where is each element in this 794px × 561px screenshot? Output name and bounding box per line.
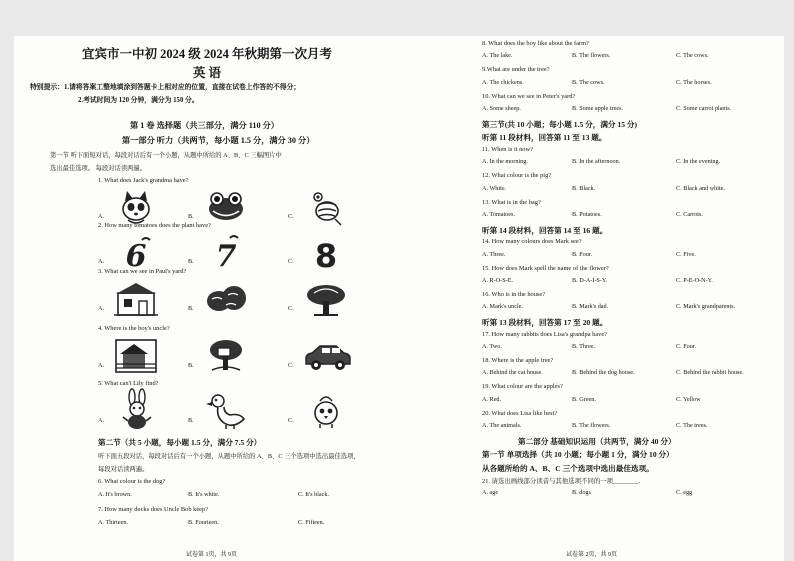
option-letter: A. [98, 305, 105, 312]
answer-option: A. Tomatoes. [482, 210, 515, 218]
option-letter: A. [98, 213, 105, 220]
exam-page-left [14, 36, 400, 561]
section-heading: 从各题所给的 A、B、C 三个选项中选出最佳选项。 [482, 463, 654, 473]
answer-option: B. Fourteen. [188, 519, 219, 526]
answer-option: C. Carrots. [676, 210, 703, 218]
fish-picture-icon [304, 189, 348, 225]
frog-picture-icon [204, 189, 248, 225]
answer-option: B. The flowers. [572, 52, 611, 60]
answer-option: A. Some sheep. [482, 104, 521, 112]
question-text: 12. What colour is the pig? [482, 172, 552, 180]
section-heading: 听第 13 段材料，回答第 17 至 20 题。 [482, 318, 608, 328]
answer-option: C. Behind the rabbit house. [676, 369, 744, 377]
answer-option: A. In the morning. [482, 158, 528, 166]
answer-option: C. The horses. [676, 78, 712, 86]
section-heading: 第三节(共 10 小题；每小题 1.5 分，满分 15 分) [482, 119, 638, 129]
answer-option: B. Black. [572, 184, 596, 192]
answer-option: B. dogs [572, 488, 591, 496]
answer-option: B. Three. [572, 343, 596, 350]
bush-picture-icon [204, 281, 248, 317]
chick-picture-icon [304, 393, 348, 429]
option-letter: C. [288, 362, 294, 369]
option-letter: C. [288, 417, 294, 424]
answer-option: A. Red. [482, 395, 502, 403]
answer-option: B. The cows. [572, 78, 605, 86]
answer-option: C. Yellow [676, 395, 701, 403]
page-title: 宜宾市一中初 2024 级 2024 年秋期第一次月考 [81, 47, 332, 61]
answer-option: A. age [482, 488, 499, 496]
answer-option: C. Four. [676, 343, 697, 350]
question-text: 18. Where is the apple tree? [482, 357, 554, 364]
question-text: 5. What can't Lily find? [98, 380, 159, 387]
special-notice-line: 特别提示：1.请将答案工整地填涂到答题卡上相对应的位置，直接在试卷上作答的不得分； [30, 84, 301, 91]
section-instructions: 每段对话读两遍。 [98, 466, 149, 473]
answer-option: C. Mark's grandparents. [676, 303, 736, 311]
answer-option: C. It's black. [298, 491, 330, 498]
section-heading: 第二节（共 5 小题，每小题 1.5 分，满分 7.5 分） [98, 438, 262, 447]
exam-page-right [398, 36, 784, 561]
number-eight-picture-icon [304, 234, 348, 275]
question-text: 7. How many ducks does Uncle Bob keep? [98, 506, 209, 513]
answer-option: C. Black and white. [676, 184, 725, 192]
option-letter: C. [288, 305, 294, 312]
number-seven-picture-icon [204, 234, 248, 274]
answer-option: B. In the afternoon. [572, 158, 621, 166]
page-footer: 试卷第 1页，共 9页 [186, 552, 238, 558]
svg-text:7: 7 [215, 239, 237, 274]
house-picture-icon [114, 281, 158, 317]
answer-option: A. Two. [482, 343, 502, 350]
answer-option: C. The trees. [676, 421, 708, 429]
rabbit-picture-icon [114, 393, 158, 429]
answer-option: A. Thirteen. [98, 519, 128, 526]
answer-option: B. Potatoes. [572, 210, 602, 218]
answer-option: A. Three. [482, 250, 506, 258]
number-six-picture-icon [114, 234, 158, 274]
question-text: 10. What can we see in Peter's yard? [482, 92, 576, 100]
answer-option: C. In the evening. [676, 158, 721, 166]
answer-option: C. Fifteen. [298, 519, 325, 526]
section-heading: 听第 14 段材料，回答第 14 至 16 题。 [482, 225, 608, 235]
question-text: 16. Who is in the house? [482, 290, 546, 298]
answer-option: B. Green. [572, 395, 596, 403]
answer-option: B. D-A-I-S-Y. [572, 276, 608, 284]
answer-option: A. White. [482, 184, 507, 192]
car-picture-icon [304, 338, 348, 374]
question-text: 11. When is it now? [482, 145, 533, 153]
question-text: 2. How many tomatoes does the plant have? [98, 222, 211, 229]
section-heading: 听第 11 段材料，回答第 11 至 13 题。 [482, 133, 607, 143]
question-text: 20. What does Lisa like best? [482, 409, 558, 417]
option-letter: B. [188, 258, 194, 265]
cat-picture-icon [114, 189, 158, 225]
page-footer: 试卷第 2页，共 9页 [566, 552, 618, 558]
tree-house-picture-icon [204, 338, 248, 374]
question-text: 1. What does Jack's grandma have? [98, 177, 189, 184]
option-letter: A. [98, 417, 105, 424]
answer-option: A. It's brown. [98, 491, 132, 498]
question-text: 4. Where is the boy's uncle? [98, 325, 170, 332]
question-text: 17. How many rabbits does Lisa's grandpa have? [482, 330, 608, 338]
answer-option: C. Five. [676, 250, 696, 258]
section-instructions: 第一节 听下面短对话，每段对话后有一个小题，从题中所给的 A、B、C 三幅图片中 [50, 152, 282, 159]
option-letter: A. [98, 362, 105, 369]
option-letter: B. [188, 417, 194, 424]
answer-option: A. The lake. [482, 52, 513, 60]
answer-option: B. Behind the dog house. [572, 369, 635, 377]
section-instructions: 选出最佳选项。 每段对话读两遍。 [50, 165, 147, 172]
question-text: 6. What colour is the dog? [98, 478, 166, 485]
option-letter: C. [288, 213, 294, 220]
volume-heading: 第 1 卷 选择题（共三部分，满分 110 分） [130, 121, 279, 130]
section-instructions: 听下面五段对话，每段对话后有一个小题，从题中所给的 A、B、C 三个选项中选出最佳选项， [98, 453, 360, 460]
special-notice-line: 2.考试时间为 120 分钟，满分为 150 分。 [78, 97, 199, 104]
subject-title: 英 语 [192, 66, 222, 80]
answer-option: B. Some apple trees. [572, 104, 624, 112]
option-letter: B. [188, 305, 194, 312]
question-text: 15. How does Mark spell the name of the flower? [482, 264, 609, 272]
answer-option: A. Mark's uncle. [482, 303, 523, 311]
option-letter: A. [98, 258, 105, 265]
answer-option: B. The flowers. [572, 421, 611, 429]
question-text: 3. What can we see in Paul's yard? [98, 268, 187, 275]
answer-option: B. Mark's dad. [572, 303, 609, 311]
answer-option: A. The animals. [482, 421, 522, 429]
duck-picture-icon [204, 393, 248, 429]
question-text: 13. What is in the bag? [482, 198, 541, 206]
answer-option: C. Some carrot plants. [676, 104, 732, 112]
question-text: 8. What does the boy like about the farm? [482, 40, 589, 47]
section-heading: 第一节 单项选择（共 10 小题；每小题 1 分，满分 10 分） [482, 450, 674, 460]
question-text: 9.What are under the tree? [482, 66, 550, 74]
question-text: 21. 请选出画线部分读音与其他选项不同的一项________. [482, 478, 641, 486]
svg-text:8: 8 [314, 237, 338, 275]
answer-option: A. Behind the cat house. [482, 369, 543, 377]
answer-option: A. The chickens. [482, 78, 524, 86]
answer-option: C. egg [676, 488, 693, 496]
tree-picture-icon [304, 281, 348, 317]
answer-option: C. The cows. [676, 52, 709, 60]
part-heading: 第一部分 听力（共两节，每小题 1.5 分，满分 30 分） [122, 136, 315, 145]
option-letter: C. [288, 258, 294, 265]
answer-option: A. R-O-S-E. [482, 276, 514, 284]
question-text: 19. What colour are the apples? [482, 383, 563, 391]
part-heading: 第二部分 基础知识运用（共两节，满分 40 分） [518, 436, 676, 446]
question-text: 14. How many colours does Mark see? [482, 238, 582, 246]
answer-option: B. Four. [572, 250, 593, 258]
farmhouse-picture-icon [114, 338, 158, 374]
answer-option: B. It's white. [188, 491, 220, 498]
svg-text:6: 6 [125, 239, 147, 274]
option-letter: B. [188, 362, 194, 369]
answer-option: C. P-E-O-N-Y. [676, 276, 713, 284]
option-letter: B. [188, 213, 194, 220]
